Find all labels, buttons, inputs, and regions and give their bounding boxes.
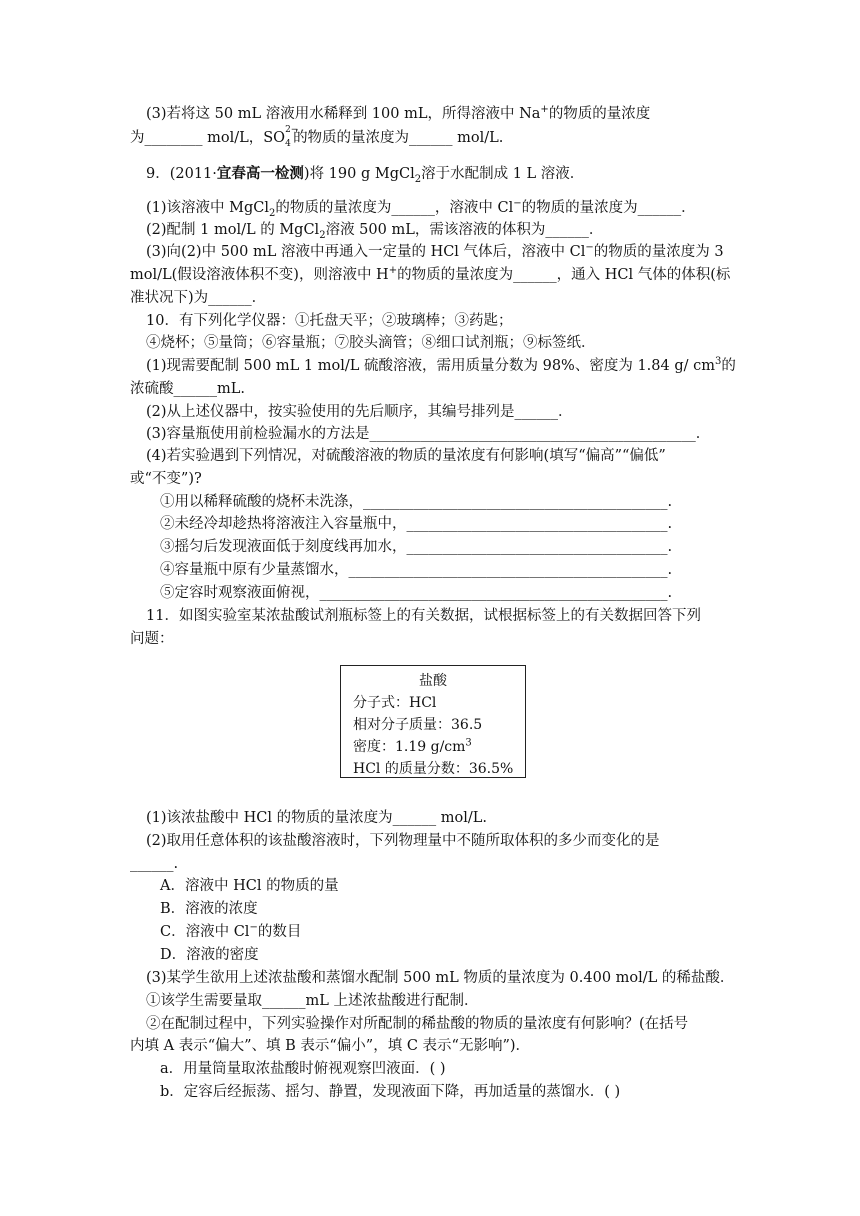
q11-heading-2 bbox=[130, 629, 174, 649]
q8-part3-line1 bbox=[146, 104, 650, 124]
q10-heading bbox=[146, 311, 512, 331]
sup: − bbox=[249, 922, 258, 934]
q10-part4-line2 bbox=[130, 469, 202, 489]
q11-text: a．用量筒量取浓盐酸时俯视观察凹液面．( ) bbox=[160, 1061, 446, 1077]
q10-part4-line1 bbox=[146, 446, 666, 466]
q11-item-a bbox=[160, 1059, 446, 1079]
q11-text: 内填 A 表示“偏大”、填 B 表示“偏小”，填 C 表示“无影响”)． bbox=[130, 1038, 531, 1054]
q8-text: 的物质的量浓度 bbox=[548, 106, 651, 122]
q10-text: 浓硫酸______mL. bbox=[130, 381, 245, 397]
sup: + bbox=[540, 104, 549, 116]
q11-text: 11．如图实验室某浓盐酸试剂瓶标签上的有关数据，试根据标签上的有关数据回答下列 bbox=[146, 608, 701, 624]
q9-source: 宜春高一检测 bbox=[216, 165, 304, 182]
sup: 3 bbox=[465, 737, 472, 749]
q8-text: 为________ mol/L，SO bbox=[130, 130, 286, 146]
q10-situation-4 bbox=[160, 560, 672, 580]
q11-text: ______. bbox=[130, 856, 179, 872]
q10-text: ④烧杯；⑤量筒；⑥容量瓶；⑦胶头滴管；⑧细口试剂瓶；⑨标签纸． bbox=[146, 335, 596, 351]
q9-part2 bbox=[146, 220, 603, 240]
q10-text: ②未经冷却趁热将溶液注入容量瓶中，____________________________________. bbox=[160, 516, 673, 532]
q9-text: 的物质的量浓度为______，溶液中 Cl bbox=[275, 200, 514, 216]
q11-part3-sub2-line2 bbox=[130, 1036, 530, 1056]
q10-part2 bbox=[146, 402, 573, 422]
sup: + bbox=[388, 265, 398, 277]
q9-text: (1)该溶液中 MgCl bbox=[146, 200, 270, 216]
sub: 2 bbox=[269, 207, 276, 219]
q9-part3-line1 bbox=[146, 242, 724, 262]
q10-text: ④容量瓶中原有少量蒸馏水，____________________________________________. bbox=[160, 562, 673, 578]
q10-situation-5 bbox=[160, 583, 672, 603]
q9-part3-line3 bbox=[130, 288, 266, 308]
sup: 3 bbox=[714, 356, 722, 368]
q10-text: ③摇匀后发现液面低于刻度线再加水，____________________________________. bbox=[160, 539, 673, 555]
q10-text: (3)容量瓶使用前检验漏水的方法是_____________________________________________． bbox=[146, 426, 711, 442]
q11-text: 的数目 bbox=[257, 924, 302, 940]
q11-text: b．定容后经振荡、摇匀、静置，发现液面下降，再加适量的蒸馏水．( ) bbox=[160, 1084, 621, 1100]
q10-text: ①用以稀释硫酸的烧杯未洗涤，__________________________________________. bbox=[160, 494, 673, 510]
q10-text: 的 bbox=[721, 358, 736, 374]
reagent-label-fraction: HCl 的质量分数：36.5% bbox=[353, 761, 514, 777]
q9-text: 准状况下)为______． bbox=[130, 290, 267, 306]
reagent-label-formula: 分子式：HCl bbox=[353, 695, 437, 711]
q11-text: ②在配制过程中，下列实验操作对所配制的稀盐酸的物质的量浓度有何影响？(在括号 bbox=[146, 1016, 689, 1032]
q10-heading-2 bbox=[146, 333, 596, 353]
q11-text: (3)某学生欲用上述浓盐酸和蒸馏水配制 500 mL 物质的量浓度为 0.400 mol/L 的稀盐酸． bbox=[146, 970, 735, 986]
sub: 2 bbox=[414, 173, 422, 185]
q9-text: (2)配制 1 mol/L 的 MgCl bbox=[146, 222, 320, 238]
q11-text: (1)该浓盐酸中 HCl 的物质的量浓度为______ mol/L. bbox=[146, 810, 487, 826]
reagent-label-title: 盐酸 bbox=[419, 673, 447, 689]
q11-heading bbox=[146, 606, 701, 626]
q11-part2-line2 bbox=[130, 854, 178, 874]
q8-text: (3)若将这 50 mL 溶液用水稀释到 100 mL，所得溶液中 Na bbox=[146, 106, 541, 122]
q11-text: 问题： bbox=[130, 631, 174, 647]
reagent-label-density bbox=[341, 736, 525, 758]
sulfate-charge: 2− 4 bbox=[285, 125, 299, 149]
q10-situation-1 bbox=[160, 492, 672, 512]
q11-option-d bbox=[160, 945, 259, 965]
q11-option-b bbox=[160, 899, 258, 919]
q9-text: 溶液 500 mL，需该溶液的体积为______． bbox=[325, 222, 604, 238]
q11-text: C．溶液中 Cl bbox=[160, 924, 250, 940]
q11-text: A．溶液中 HCl 的物质的量 bbox=[160, 878, 339, 894]
q9-part3-line2 bbox=[130, 265, 730, 285]
q11-part3-sub1 bbox=[146, 991, 479, 1011]
q10-text: ⑤定容时观察液面俯视，________________________________________________. bbox=[160, 585, 673, 601]
q9-text: 溶于水配制成 1 L 溶液． bbox=[421, 166, 585, 182]
q11-text: B．溶液的浓度 bbox=[160, 901, 258, 917]
q10-text: (1)现需要配制 500 mL 1 mol/L 硫酸溶液，需用质量分数为 98%、密度为 1.84 g/ cm bbox=[146, 358, 715, 374]
q11-part1 bbox=[146, 808, 487, 828]
q8-part3-line2 bbox=[130, 125, 504, 149]
q11-text: D．溶液的密度 bbox=[160, 947, 259, 963]
q11-text: ①该学生需要量取______mL 上述浓盐酸进行配制． bbox=[146, 993, 479, 1009]
q10-text: 10．有下列化学仪器：①托盘天平；②玻璃棒；③药匙； bbox=[146, 313, 513, 329]
q9-text: )将 190 g MgCl bbox=[303, 166, 415, 182]
q11-item-b bbox=[160, 1082, 620, 1102]
q10-situation-3 bbox=[160, 537, 672, 557]
q11-text: (2)取用任意体积的该盐酸溶液时，下列物理量中不随所取体积的多少而变化的是 bbox=[146, 833, 660, 849]
q8-text: 的物质的量浓度为______ mol/L. bbox=[293, 130, 504, 146]
density-text: 密度：1.19 g/cm bbox=[353, 739, 466, 755]
q9-text: 的物质的量浓度为______，通入 HCl 气体的体积(标 bbox=[397, 267, 731, 283]
q11-option-c bbox=[160, 922, 301, 942]
sup: − bbox=[585, 242, 594, 254]
q11-part3 bbox=[146, 968, 734, 988]
q10-part1-line1 bbox=[146, 356, 736, 376]
q10-part1-line2 bbox=[130, 379, 245, 399]
q9-text: mol/L(假设溶液体积不变)，则溶液中 H bbox=[130, 267, 389, 283]
reagent-label bbox=[340, 665, 526, 778]
q11-part3-sub2-line1 bbox=[146, 1014, 688, 1034]
q9-number: 9．(2011· bbox=[146, 166, 217, 182]
q9-text: 的物质的量浓度为______． bbox=[521, 200, 696, 216]
q10-text: (4)若实验遇到下列情况，对硫酸溶液的物质的量浓度有何影响(填写“偏高”“偏低” bbox=[146, 448, 666, 464]
reagent-label-mass: 相对分子质量：36.5 bbox=[353, 717, 483, 733]
q10-text: 或“不变”)? bbox=[130, 471, 202, 487]
q11-option-a bbox=[160, 876, 339, 896]
q11-part2-line1 bbox=[146, 831, 660, 851]
q10-situation-2 bbox=[160, 514, 672, 534]
q10-text: (2)从上述仪器中，按实验使用的先后顺序，其编号排列是______． bbox=[146, 404, 573, 420]
q9-heading bbox=[146, 164, 584, 184]
sup: − bbox=[513, 198, 522, 210]
q10-part3 bbox=[146, 424, 710, 444]
q9-text: 的物质的量浓度为 3 bbox=[593, 244, 724, 260]
sub: 2 bbox=[319, 229, 326, 241]
q9-text: (3)向(2)中 500 mL 溶液中再通入一定量的 HCl 气体后，溶液中 Cl bbox=[146, 244, 586, 260]
q9-part1 bbox=[146, 198, 696, 218]
